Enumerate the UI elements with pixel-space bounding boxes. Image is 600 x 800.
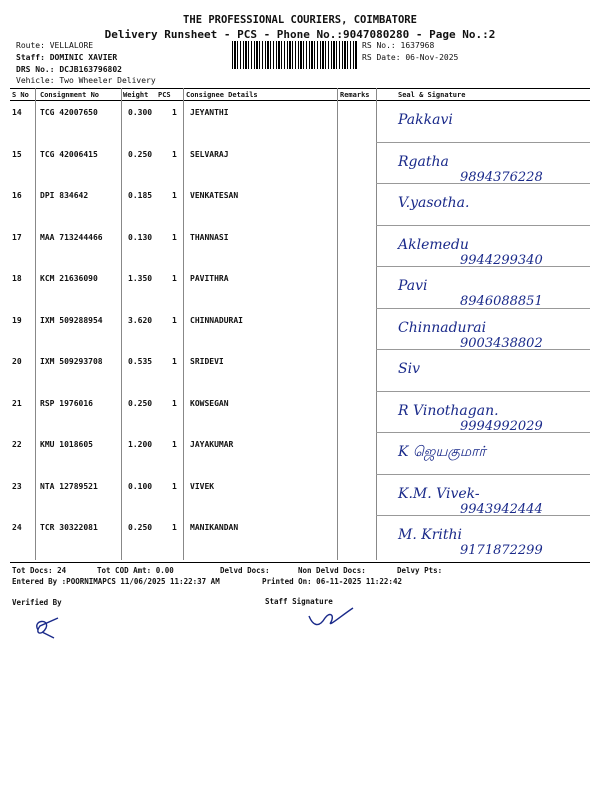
row-consignee: SRIDEVI [190,357,224,366]
printed-on: Printed On: 06-11-2025 11:22:42 [262,577,402,586]
table-row [10,517,590,559]
route-label: Route: [16,41,45,50]
row-signature-phone: 9894376228 [460,169,543,185]
table-row [10,144,590,186]
row-signature: K.M. Vivek- [398,485,480,502]
row-signature-phone: 9944299340 [460,252,543,268]
row-divider [376,183,590,184]
row-pcs: 1 [172,191,177,200]
row-consignee: JAYAKUMAR [190,440,234,449]
row-signature: K ஜெயகுமார் [398,444,486,460]
row-pcs: 1 [172,274,177,283]
vehicle-value: Two Wheeler Delivery [59,76,156,85]
row-divider [376,432,590,433]
table-row [10,310,590,352]
table-bottom-rule [10,562,590,563]
entered-by: Entered By :POORNIMAPCS 11/06/2025 11:22:37 AM [12,577,220,586]
col-weight-header: Weight [123,91,149,99]
staff-value: DOMINIC XAVIER [49,53,118,62]
rs-date-value: 06-Nov-2025 [405,53,459,62]
row-pcs: 1 [172,232,177,242]
rs-no-value: 1637968 [400,41,435,50]
row-signature: Chinnadurai [398,319,487,336]
row-sno: 19 [12,315,22,325]
table-row [10,227,590,269]
row-weight: 0.185 [128,191,153,200]
rs-no-label: RS No.: [362,41,396,50]
row-weight: 1.350 [128,274,153,283]
row-divider [376,142,590,143]
row-signature-phone: 9994992029 [460,418,543,434]
row-weight: 1.200 [128,440,153,449]
table-row [10,434,590,476]
staff-label: Staff: [16,53,45,62]
barcode [232,41,358,69]
row-pcs: 1 [172,440,177,449]
non-delvd-docs-label: Non Delvd Docs: [298,566,366,575]
row-consignee: CHINNADURAI [190,315,243,325]
row-sno: 20 [12,357,22,366]
row-weight: 0.300 [128,108,153,117]
route-line [16,41,93,50]
table-row [10,268,590,310]
row-divider [376,225,590,226]
row-consignment: RSP 1976016 [40,398,93,408]
row-signature: Pakkavi [398,112,453,128]
tot-cod-value: 0.00 [155,566,174,575]
row-sno: 15 [12,149,22,159]
row-signature-phone: 9003438802 [460,335,543,351]
tot-docs [12,566,66,575]
table-row [10,185,590,227]
row-divider [376,515,590,516]
row-consignment: IXM 509293708 [40,357,103,366]
row-consignment: IXM 509288954 [40,315,103,325]
vehicle-label: Vehicle: [16,76,55,85]
row-signature-phone: 9943942444 [460,501,543,517]
row-weight: 0.535 [128,357,153,366]
row-weight: 0.100 [128,481,153,491]
col-consignment-header: Consignment No [40,91,100,99]
rs-date-label: RS Date: [362,53,401,62]
rs-no-line [362,41,434,50]
col-seal-header: Seal & Signature [398,91,466,99]
row-divider [376,266,590,267]
row-sno: 23 [12,481,22,491]
row-consignment: NTA 12789521 [40,481,98,491]
row-weight: 0.250 [128,149,153,159]
table-top-rule [10,88,590,89]
company-title: THE PROFESSIONAL COURIERS, COIMBATORE [183,14,417,26]
row-consignee: VENKATESAN [190,191,239,200]
row-pcs: 1 [172,149,177,159]
row-consignee: PAVITHRA [190,274,229,283]
row-sno: 22 [12,440,22,449]
rs-date-line [362,53,458,62]
tot-docs-label: Tot Docs: [12,566,53,575]
col-consignee-header: Consignee Details [186,91,258,99]
row-sno: 16 [12,191,22,200]
staff-signature-label: Staff Signature [265,597,333,606]
row-pcs: 1 [172,523,177,532]
row-consignment: TCG 42006415 [40,149,98,159]
row-divider [376,391,590,392]
runsheet-title: Delivery Runsheet - PCS - Phone No.:9047080280 - Page No.:2 [104,28,496,41]
row-divider [376,349,590,350]
verifier-signature-mark [28,612,68,642]
drs-label: DRS No.: [16,65,55,74]
table-row [10,351,590,393]
row-consignment: TCG 42007650 [40,108,98,117]
row-consignment: DPI 834642 [40,191,89,200]
drs-line [16,65,122,74]
row-pcs: 1 [172,398,177,408]
table-header-rule [10,100,590,101]
row-pcs: 1 [172,315,177,325]
row-consignment: TCR 30322081 [40,523,98,532]
table-row [10,102,590,144]
row-divider [376,308,590,309]
staff-line [16,53,117,62]
row-weight: 0.250 [128,398,153,408]
table-row [10,393,590,435]
route-value: VELLALORE [49,41,94,50]
row-signature-phone: 8946088851 [460,294,543,309]
staff-signature-mark [305,604,357,634]
row-consignee: VIVEK [190,481,215,491]
row-weight: 0.130 [128,232,153,242]
row-pcs: 1 [172,357,177,366]
row-consignee: SELVARAJ [190,149,229,159]
row-sno: 14 [12,108,22,117]
tot-cod [97,566,174,575]
col-remarks-header: Remarks [340,91,370,99]
row-pcs: 1 [172,108,177,117]
row-signature: M. Krithi [398,527,462,543]
row-consignment: MAA 713244466 [40,232,103,242]
col-sno-header: S No [12,91,29,99]
table-row [10,476,590,518]
vehicle-line [16,76,156,85]
tot-cod-label: Tot COD Amt: [97,566,152,575]
drs-value: DCJB163796802 [59,65,122,74]
row-consignee: KOWSEGAN [190,398,229,408]
col-pcs-header: PCS [158,91,171,99]
row-divider [376,474,590,475]
row-sno: 18 [12,274,22,283]
row-signature: Aklemedu [398,236,469,253]
row-weight: 0.250 [128,523,153,532]
row-weight: 3.620 [128,315,153,325]
row-consignee: JEYANTHI [190,108,229,117]
row-consignee: MANIKANDAN [190,523,239,532]
tot-docs-value: 24 [57,566,67,575]
row-consignment: KMU 1018605 [40,440,93,449]
row-sno: 17 [12,232,22,242]
row-signature: Siv [398,361,420,377]
row-pcs: 1 [172,481,177,491]
row-signature: R Vinothagan. [398,402,499,419]
row-signature: V.yasotha. [398,195,470,211]
row-signature: Pavi [398,278,428,294]
row-consignee: THANNASI [190,232,229,242]
row-signature-phone: 9171872299 [460,543,543,558]
row-consignment: KCM 21636090 [40,274,98,283]
row-signature: Rgatha [398,153,449,170]
row-sno: 21 [12,398,22,408]
row-sno: 24 [12,523,22,532]
delvd-docs-label: Delvd Docs: [220,566,270,575]
verified-by-label: Verified By [12,598,62,607]
delvy-pts-label: Delvy Pts: [397,566,443,575]
